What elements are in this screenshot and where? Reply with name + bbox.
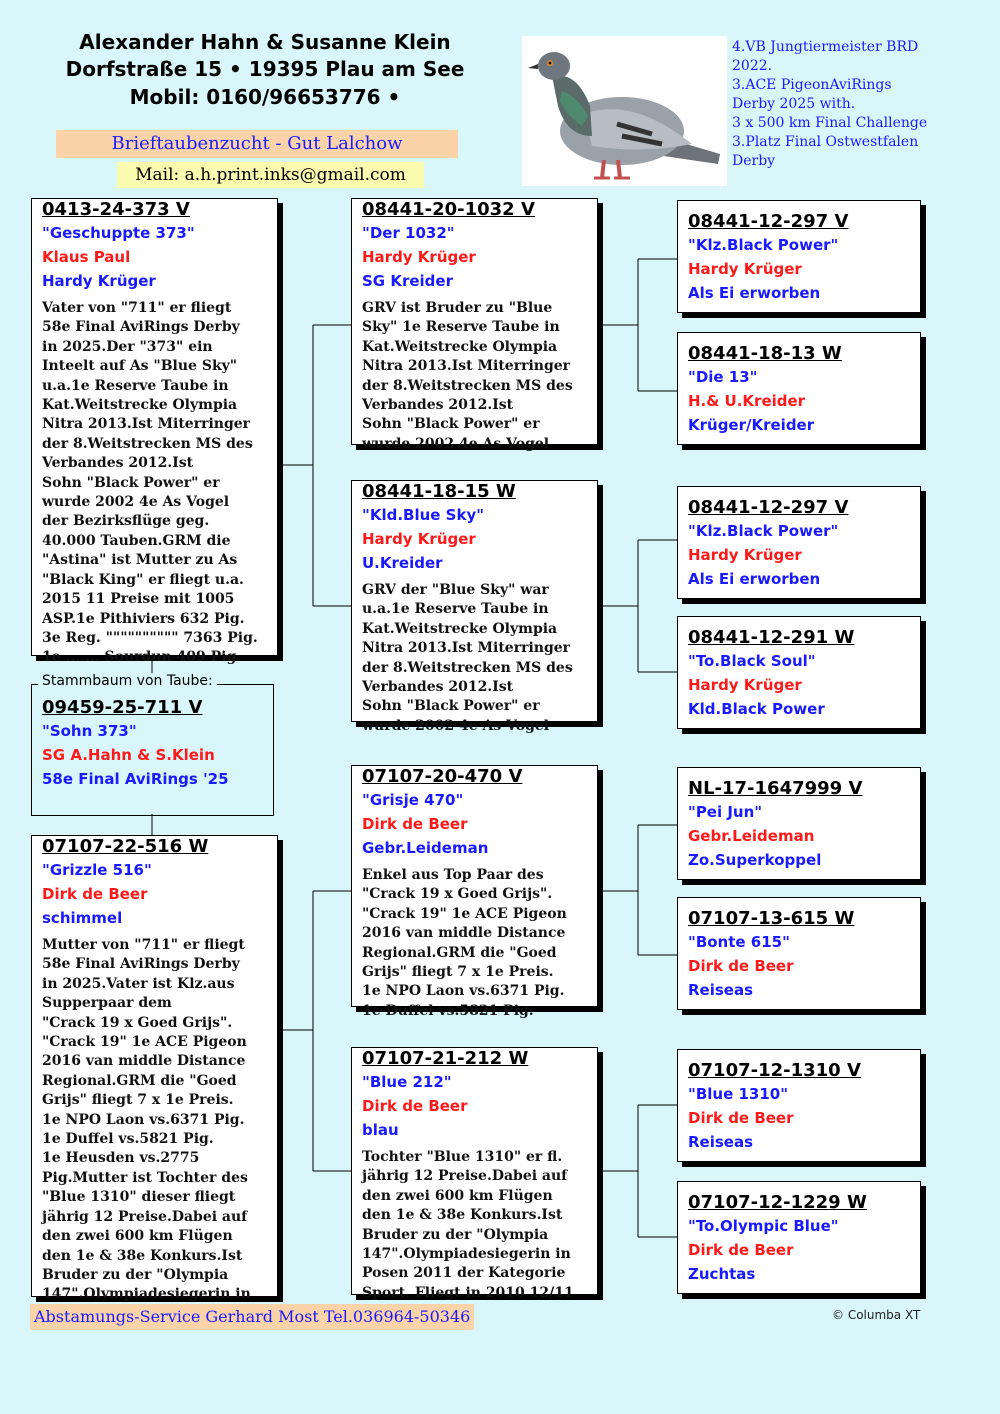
father-name: "Geschuppte 373" [42,224,195,242]
great-grandparent-breeder: Dirk de Beer [688,957,794,975]
grandmother-paternal-name: "Kld.Blue Sky" [362,506,485,524]
copyright-notice: © Columba XT [832,1308,921,1322]
great-grandparent-name: "Blue 1310" [688,1085,789,1103]
mother-breeder: Dirk de Beer [42,885,148,903]
great-grandparent-card [677,1049,921,1162]
subject-name: "Sohn 373" [42,722,137,740]
great-grandparent-name: "Bonte 615" [688,933,790,951]
great-grandparent-card [677,200,921,313]
grandmother-maternal-ring: 07107-21-212 W [362,1048,529,1069]
great-grandparent-name: "Pei Jun" [688,803,763,821]
grandmother-maternal-owner: blau [362,1121,399,1139]
achievement-line: 3 x 500 km Final Challenge [732,115,928,131]
great-grandparent-owner: Reiseas [688,981,754,999]
mother-name: "Grizzle 516" [42,861,152,879]
great-grandparent-ring: 07107-13-615 W [688,908,855,929]
great-grandparent-breeder: Hardy Krüger [688,546,802,564]
grandfather-maternal-ring: 07107-20-470 V [362,766,523,787]
achievement-line: 2022. [732,58,773,74]
subject-note: 58e Final AviRings '25 [42,770,229,788]
grandmother-maternal-card [351,1047,598,1301]
great-grandparent-card [677,767,921,880]
great-grandparent-owner: Zuchtas [688,1265,756,1283]
father-card [31,198,278,666]
great-grandparent-name: "To.Olympic Blue" [688,1217,839,1235]
great-grandparent-owner: Krüger/Kreider [688,416,815,434]
great-grandparent-breeder: Hardy Krüger [688,676,802,694]
great-grandparent-breeder: Gebr.Leideman [688,827,815,845]
grandfather-maternal-name: "Grisje 470" [362,791,464,809]
grandfather-maternal-card [351,765,598,1019]
grandfather-maternal-breeder: Dirk de Beer [362,815,468,833]
grandmother-paternal-description: GRV der "Blue Sky" war u.a.1e Reserve Taube in Kat.Weitstrecke Olympia Nitra 2013.Ist Miterringer der 8.Weitstrecken MS des Verbandes 2012.Ist Sohn "Black Power" er wurde 2002 4e As Vogel [362,582,573,734]
father-description: Vater von "711" er fliegt 58e Final AviRings Derby in 2025.Der "373" ein Inteelt auf As "Blue Sky" u.a.1e Reserve Taube in Kat.Weitstrecke Olympia Nitra 2013.Ist Miterringer der 8.Weitstrecken MS des Verbandes 2012.Ist Sohn "Black Power" er wurde 2002 4e As Vogel der Bezirksflüge geg. 40.000 Tauben.GRM die "Astina" ist Mutter zu As "Black King" er fliegt u.a. 2015 11 Preise mit 1005 ASP.1e Pithiviers 632 Pig. 3e Reg. """""""""" 7363 Pig. 1e ....... Sourdun 409 Pig. [42,300,258,666]
grandfather-paternal-description: GRV ist Bruder zu "Blue Sky" 1e Reserve Taube in Kat.Weitstrecke Olympia Nitra 2013.Ist Miterringer der 8.Weitstrecken MS des Verbandes 2012.Ist Sohn "Black Power" er wurde 2002 4e As Vogel [362,300,573,452]
great-grandparent-breeder: Dirk de Beer [688,1241,794,1259]
great-grandparent-card [677,897,921,1010]
achievement-line: 3.Platz Final Ostwestfalen [732,134,919,150]
great-grandparent-ring: 07107-12-1310 V [688,1060,861,1081]
owner-names: Alexander Hahn & Susanne Klein [79,30,451,54]
great-grandparent-owner: Als Ei erworben [688,284,821,302]
grandfather-paternal-breeder: Hardy Krüger [362,248,476,266]
great-grandparent-name: "Klz.Black Power" [688,522,839,540]
grandmother-paternal-breeder: Hardy Krüger [362,530,476,548]
achievement-line: 4.VB Jungtiermeister BRD [732,39,919,55]
achievement-line: 3.ACE PigeonAviRings [732,77,892,93]
father-owner: Hardy Krüger [42,272,156,290]
great-grandparent-card [677,486,921,599]
great-grandparent-ring: 08441-12-297 V [688,211,849,232]
achievement-line: Derby [732,153,776,169]
grandfather-paternal-name: "Der 1032" [362,224,455,242]
grandfather-paternal-card [351,198,598,452]
grandfather-paternal-owner: SG Kreider [362,272,453,290]
grandmother-maternal-name: "Blue 212" [362,1073,452,1091]
great-grandparent-ring: NL-17-1647999 V [688,778,863,799]
mother-description: Mutter von "711" er fliegt 58e Final AviRings Derby in 2025.Vater ist Klz.aus Supperpaar dem "Crack 19 x Goed Grijs". "Crack 19" 1e ACE Pigeon 2016 van middle Distance Regional.GRM die "Goed Grijs" fliegt 7 x 1e Preis. 1e NPO Laon vs.6371 Pig. 1e Duffel vs.5821 Pig. 1e Heusden vs.2775 Pig.Mutter ist Tochter des "Blue 1310" dieser fliegt jährig 12 Preise.Dabei auf den zwei 600 km Flügen den 1e & 38e Konkurs.Ist Bruder zu der "Olympia 147".Olympiadesiegerin in [42,937,251,1303]
loft-name: Brieftaubenzucht - Gut Lalchow [56,130,458,158]
owner-phone: Mobil: 0160/96653776 • [129,85,401,109]
grandfather-maternal-owner: Gebr.Leideman [362,839,489,857]
subject-card [31,684,274,816]
mother-owner: schimmel [42,909,123,927]
achievement-line: Derby 2025 with. [732,96,856,112]
mother-ring: 07107-22-516 W [42,836,209,857]
father-ring: 0413-24-373 V [42,199,190,220]
grandfather-maternal-description: Enkel aus Top Paar des "Crack 19 x Goed Grijs". "Crack 19" 1e ACE Pigeon 2016 van middle Distance Regional.GRM die "Goed Grijs" fliegt 7 x 1e Preis. 1e NPO Laon vs.6371 Pig. 1e Duffel vs.5821 Pig. [362,867,567,1019]
father-breeder: Klaus Paul [42,248,131,266]
grandmother-paternal-ring: 08441-18-15 W [362,481,516,502]
great-grandparent-owner: Kld.Black Power [688,700,825,718]
grandfather-paternal-ring: 08441-20-1032 V [362,199,535,220]
grandmother-maternal-breeder: Dirk de Beer [362,1097,468,1115]
great-grandparent-owner: Zo.Superkoppel [688,851,822,869]
great-grandparent-breeder: H.& U.Kreider [688,392,806,410]
great-grandparent-name: "To.Black Soul" [688,652,816,670]
grandmother-paternal-card [351,480,598,734]
great-grandparent-owner: Als Ei erworben [688,570,821,588]
great-grandparent-card [677,1181,921,1294]
subject-ring: 09459-25-711 V [42,697,203,718]
pedigree-service-footer: Abstamungs-Service Gerhard Most Tel.036964-50346 [30,1304,474,1330]
mother-card [31,835,278,1303]
subject-label: Stammbaum von Taube: [38,673,217,689]
great-grandparent-card [677,332,921,445]
mail-address: Mail: a.h.print.inks@gmail.com [117,162,424,188]
great-grandparent-owner: Reiseas [688,1133,754,1151]
great-grandparent-breeder: Hardy Krüger [688,260,802,278]
great-grandparent-breeder: Dirk de Beer [688,1109,794,1127]
great-grandparent-ring: 08441-18-13 W [688,343,842,364]
great-grandparent-ring: 08441-12-291 W [688,627,855,648]
great-grandparent-name: "Die 13" [688,368,758,386]
great-grandparent-ring: 07107-12-1229 W [688,1192,867,1213]
great-grandparent-name: "Klz.Black Power" [688,236,839,254]
great-grandparent-ring: 08441-12-297 V [688,497,849,518]
great-grandparent-card [677,616,921,729]
owner-address: Dorfstraße 15 • 19395 Plau am See [65,57,465,81]
subject-breeder: SG A.Hahn & S.Klein [42,746,215,764]
grandmother-paternal-owner: U.Kreider [362,554,443,572]
grandmother-maternal-description: Tochter "Blue 1310" er fl. jährig 12 Preise.Dabei auf den zwei 600 km Flügen den 1e & 38e Konkurs.Ist Bruder zu der "Olympia 147".Olympiadesiegerin in Posen 2011 der Kategorie Sport. Fliegt in 2010 12/11 [362,1149,574,1301]
